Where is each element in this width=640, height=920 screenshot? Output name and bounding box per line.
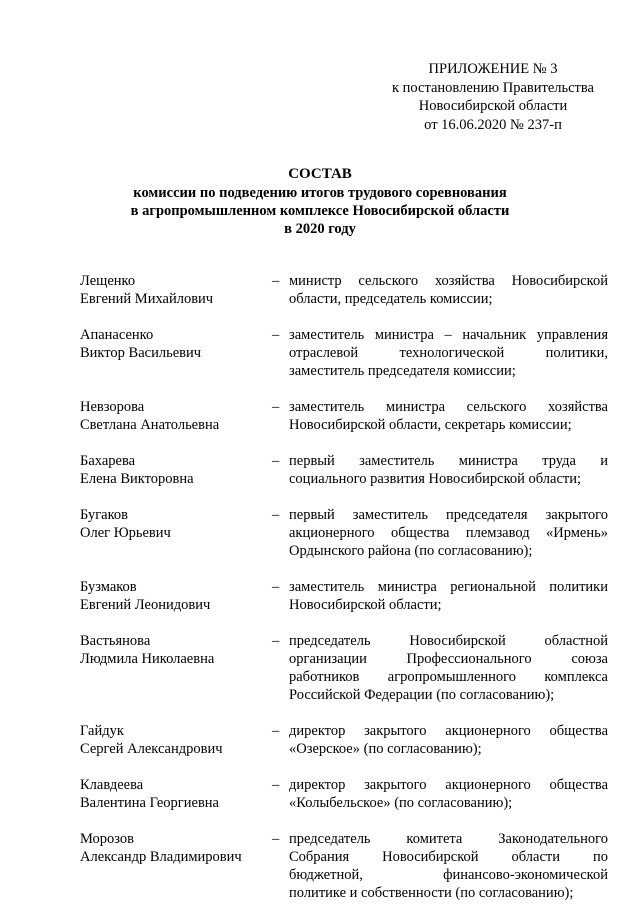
member-row: [80, 776, 608, 812]
member-position: [289, 506, 608, 560]
member-surname: Клавдеева: [80, 777, 144, 793]
member-position-line: области, председатель комиссии;: [289, 291, 493, 307]
member-dash: –: [272, 399, 280, 415]
member-dash: –: [272, 327, 280, 343]
member-position-line: Собрания Новосибирской области по: [289, 849, 608, 865]
member-position-line: Ордынского района (по согласованию);: [289, 543, 533, 559]
member-position-line: работников агропромышленного комплекса: [289, 669, 608, 685]
member-surname: Вастьянова: [80, 633, 151, 649]
member-name: [80, 722, 272, 758]
member-dash: –: [272, 831, 280, 847]
document-title: [0, 165, 640, 238]
member-row: [80, 830, 608, 902]
member-position: [289, 452, 608, 488]
member-dash: –: [272, 273, 280, 289]
member-given-name: Валентина Георгиевна: [80, 795, 219, 811]
member-position-line: заместитель министра региональной политики: [289, 579, 608, 595]
member-given-name: Светлана Анатольевна: [80, 417, 220, 433]
member-dash: –: [272, 453, 280, 469]
member-position: [289, 578, 608, 614]
member-row: [80, 722, 608, 758]
member-row: [80, 272, 608, 308]
member-given-name: Александр Владимирович: [80, 849, 242, 865]
member-surname: Лещенко: [80, 273, 136, 289]
member-given-name: Виктор Васильевич: [80, 345, 202, 361]
member-row: [80, 326, 608, 380]
appendix-region: Новосибирской области: [418, 98, 568, 114]
appendix-header: [378, 60, 608, 134]
member-name: [80, 632, 272, 704]
member-position: [289, 272, 608, 308]
member-given-name: Елена Викторовна: [80, 471, 194, 487]
member-name: [80, 326, 272, 380]
member-row: [80, 398, 608, 434]
title-line: в 2020 году: [284, 221, 356, 237]
member-row: [80, 506, 608, 560]
member-name: [80, 272, 272, 308]
member-position-line: бюджетной, финансово-экономической: [289, 867, 608, 883]
member-name: [80, 578, 272, 614]
member-dash: –: [272, 723, 280, 739]
member-surname: Бахарева: [80, 453, 136, 469]
member-position-line: политике и собственности (по согласованию);: [289, 885, 574, 901]
member-position-line: председатель комитета Законодательного: [289, 831, 608, 847]
member-position-line: первый заместитель министра труда и: [289, 453, 608, 469]
member-position-line: организации Профессионального союза: [289, 651, 608, 667]
member-position-line: министр сельского хозяйства Новосибирской: [289, 273, 608, 289]
member-position-line: «Озерское» (по согласованию);: [289, 741, 482, 757]
member-name: [80, 398, 272, 434]
member-surname: Гайдук: [80, 723, 124, 739]
appendix-number: ПРИЛОЖЕНИЕ № 3: [428, 61, 558, 77]
member-position-line: председатель Новосибирской областной: [289, 633, 608, 649]
member-position: [289, 398, 608, 434]
member-position-line: акционерного общества племзавод «Ирмень»: [289, 525, 608, 541]
member-surname: Морозов: [80, 831, 135, 847]
member-row: [80, 578, 608, 614]
member-dash: –: [272, 579, 280, 595]
appendix-resolution: к постановлению Правительства: [392, 79, 594, 96]
member-name: [80, 506, 272, 560]
member-name: [80, 452, 272, 488]
member-given-name: Евгений Михайлович: [80, 291, 214, 307]
member-surname: Бугаков: [80, 507, 129, 523]
title-line: в агропромышленном комплексе Новосибирской области: [130, 203, 510, 219]
member-position-line: «Колыбельское» (по согласованию);: [289, 795, 513, 811]
member-dash: –: [272, 777, 280, 793]
member-name: [80, 776, 272, 812]
member-position-line: социального развития Новосибирской области;: [289, 471, 582, 487]
member-position-line: заместитель министра сельского хозяйства: [289, 399, 608, 415]
member-position-line: Российской Федерации (по согласованию);: [289, 687, 555, 703]
member-position-line: отраслевой технологической политики,: [289, 345, 608, 361]
member-position-line: Новосибирской области;: [289, 597, 442, 613]
member-row: [80, 632, 608, 704]
member-surname: Бузмаков: [80, 579, 137, 595]
member-position: [289, 632, 608, 704]
member-given-name: Людмила Николаевна: [80, 651, 215, 667]
member-position-line: первый заместитель председателя закрытого: [289, 507, 608, 523]
member-name: [80, 830, 272, 902]
member-position-line: директор закрытого акционерного общества: [289, 723, 608, 739]
title-line: комиссии по подведению итогов трудового соревнования: [133, 185, 507, 201]
member-given-name: Олег Юрьевич: [80, 525, 171, 541]
member-position: [289, 830, 608, 902]
member-position: [289, 722, 608, 758]
member-position: [289, 326, 608, 380]
member-dash: –: [272, 633, 280, 649]
member-position: [289, 776, 608, 812]
member-position-line: заместитель министра – начальник управления: [289, 327, 608, 343]
member-list: [80, 272, 608, 920]
member-surname: Апанасенко: [80, 327, 154, 343]
member-dash: –: [272, 507, 280, 523]
member-position-line: заместитель председателя комиссии;: [289, 363, 516, 379]
member-position-line: Новосибирской области, секретарь комиссии;: [289, 417, 572, 433]
member-given-name: Сергей Александрович: [80, 741, 223, 757]
member-row: [80, 452, 608, 488]
title-main: СОСТАВ: [288, 166, 352, 182]
member-position-line: директор закрытого акционерного общества: [289, 777, 608, 793]
member-surname: Невзорова: [80, 399, 145, 415]
member-given-name: Евгений Леонидович: [80, 597, 211, 613]
appendix-date-number: от 16.06.2020 № 237-п: [424, 116, 562, 133]
